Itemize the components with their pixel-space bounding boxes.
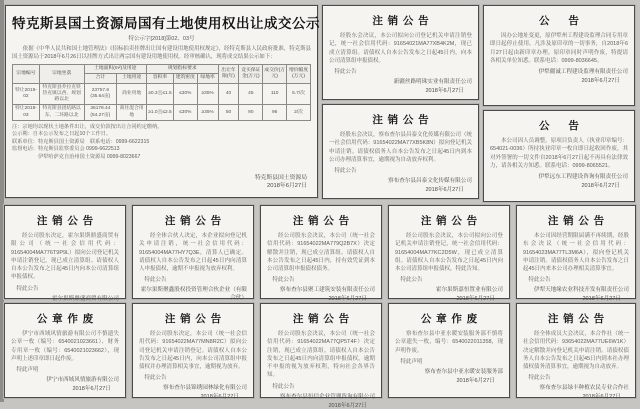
- notice-closing: 特此声明: [400, 358, 423, 365]
- signature-date: 2018年6月27日: [425, 88, 464, 94]
- table-row: [13, 83, 311, 105]
- cell-price: 96: [263, 105, 287, 120]
- cell-area: 23757.6 (35.64亩): [84, 83, 117, 105]
- signer-name: 霍尔果斯聚鑫股权投资管理合伙企业（有限: [140, 287, 247, 294]
- cell-parcel-no: 特让2018-03: [13, 105, 40, 120]
- signer-name: 察布查尔县锦绣园林绿化有限公司: [163, 385, 247, 392]
- col-far: 容积率: [147, 74, 174, 83]
- notice-cancellation-1: [322, 5, 479, 100]
- land-notice-notes: [12, 124, 311, 162]
- cell-deposit: 45: [239, 83, 263, 105]
- cell-green: ≥35%: [197, 83, 218, 105]
- col-term: 出让年限(年): [218, 65, 239, 83]
- col-area-group: 土地面积(m²)及用途: [84, 65, 147, 74]
- cell-term: 50: [218, 105, 239, 120]
- cell-term: 40: [218, 83, 239, 105]
- col-price: 成交价(万元): [263, 65, 287, 83]
- cell-price: 110: [263, 83, 287, 105]
- notice-title: 公章作废: [36, 313, 98, 325]
- notice-title: 注销公告: [164, 313, 226, 325]
- signature-date: 2018年6月27日: [200, 394, 239, 401]
- signer-name: 察布查尔县昌泰文化传媒有限公司: [388, 178, 472, 184]
- notice-seal-invalidation-2: [388, 303, 510, 398]
- notice-title: 注销公告: [547, 313, 609, 325]
- signature-date: 2018年6月27日: [456, 377, 495, 384]
- cell-location: 特克斯县乔拉克铁热克镇以西、规划路以北: [39, 83, 84, 105]
- signer-name: 察布查尔县恒信企业管理咨询有限公司: [279, 393, 375, 400]
- signer-name: 霍尔果斯鼎盛商贸有限公司: [51, 295, 119, 302]
- signature-date: 2018年6月27日: [582, 394, 621, 401]
- cell-far: ≥1.0且≤2.5: [147, 105, 174, 120]
- signature-date: 2018年6月27日: [328, 296, 367, 303]
- notice-body: 经公司股东会决议，本公司（统一社会信用代码：91654022MA77QP5T4F）决定注销，现已成立清算组。请债权人自本公告发布之日起45日内向清算组申报债权，逾期不申报的视为放弃权利，特向社会各界告知。: [267, 331, 375, 379]
- note-line: 公示期：自本公示发布之日起10个工作日。: [12, 131, 112, 138]
- note-line: 监督电话：特克斯县监察委员会 0999-6622513: [12, 146, 120, 153]
- cell-density: ≤30%: [173, 105, 197, 120]
- cell-use: 商住混合用地: [117, 105, 147, 120]
- notice-title: 注销公告: [164, 215, 226, 227]
- signer-name: 霍尔果斯嘉恒置业有限公司: [435, 287, 503, 294]
- notice-body: 察布查尔县中亚水暖安装服务部不慎将公章遗失一枚，编号：6540022011358，现声明作废。: [395, 331, 503, 354]
- signature-date: 2018年6月27日: [581, 78, 620, 84]
- notice-closing: 特此声明: [16, 367, 39, 373]
- signer-name: 察布查尔县中亚水暖安装服务部: [424, 368, 503, 375]
- signature-date: 2018年6月27日: [582, 296, 621, 303]
- notice-body: 本公司因人员调整，原项目负责人（执业印章编号：654021-0036）所持执业印章一枚自即日起收回作废，其对外签署的一切文件自2018年6月27日起不再具有法律效力，请各相关方知悉。联系电话：0999-8065521。: [490, 138, 628, 169]
- col-increment: 增价幅度(万元): [287, 65, 311, 83]
- notice-cancellation-2: [322, 104, 479, 199]
- col-area-total: 合计: [84, 74, 117, 83]
- cell-parcel-no: 特让2018-02: [13, 83, 40, 105]
- signer-name: 特克斯县国土资源局: [254, 174, 307, 181]
- note-line: 伊犁哈萨克自治州国土资源局 0999-8023667: [38, 153, 141, 160]
- notice-cancellation-4: [132, 205, 254, 302]
- notice-closing: 特此公告: [144, 277, 167, 284]
- notice-cancellation-8: [132, 303, 254, 401]
- cell-density: ≤30%: [173, 83, 197, 105]
- notice-body: 经股东会决议，本公司拟向公司登记机关申请注销登记，统一社会信用代码：91654021MA77XB4K2M，现已成立清算组。请债权人自本公告发布之日起45日内，向本公司清算组申报债权。: [329, 33, 472, 64]
- cell-increment: 5.7/次: [287, 83, 311, 105]
- notice-body: 经全体合伙人决定，本企业拟向登记机关申请注销，统一社会信用代码：91654004MA77HY7Q3E，清算人已确定。请债权人自本公告发布之日起45日内向清算人申报债权，逾期不申报视为放弃权利。: [139, 233, 247, 272]
- signature-date: 2018年6月27日: [581, 183, 620, 189]
- notice-body: 本公司因经营期限届满不再续期，经股东会决议（统一社会信用代码：91654023MA77TL3M6A），拟向登记机关申请注销。请债权债务人自本公告发布之日起45日内来本公司办理相关清算事宜。: [523, 233, 629, 272]
- cell-deposit: 90: [239, 105, 263, 120]
- land-transaction-notice: [5, 5, 318, 198]
- notice-cancellation-3: [4, 205, 126, 302]
- notice-title: 公告: [539, 120, 598, 132]
- col-land-use: 土地用途: [117, 74, 147, 83]
- notice-title: 注销公告: [547, 215, 609, 227]
- notice-closing: 特此公告: [528, 375, 551, 382]
- notice-title: 注销公告: [420, 215, 482, 227]
- notice-cancellation-9: [260, 303, 382, 409]
- notice-announcement-2: [483, 110, 635, 202]
- notice-body: 经公司股东决定，霍尔果斯鼎盛商贸有限公司（统一社会信用代码：91654004MA776T9P9L）拟向公司登记机关申请注销登记，现已成立清算组。请债权人自本公告发布之日起45日内向本公司清算组申报债权。: [11, 233, 119, 281]
- notice-cancellation-5: [260, 205, 382, 303]
- signer-name: 伊宁市西域风情旅游有限公司: [46, 377, 119, 383]
- col-green: 绿地率: [197, 74, 218, 83]
- land-notice-doc-number: 特公示字[2018]第02、03号: [128, 36, 195, 42]
- signature-date: 2018年6月27日: [328, 402, 367, 409]
- land-notice-title: 特克斯县国土资源局国有土地使用权出让成交公示: [12, 16, 320, 31]
- notice-title: 注销公告: [292, 313, 354, 325]
- notice-closing: 特此公告: [272, 277, 295, 284]
- col-location: 宗地坐落: [39, 65, 84, 83]
- note-line: 联系单位：特克斯县国土资源局 联系电话：0999-6622315: [12, 138, 150, 145]
- cell-far: ≥0.3且≤1.5: [147, 83, 174, 105]
- land-parcel-table: [12, 64, 311, 121]
- col-parcel-no: 宗地编号: [13, 65, 40, 83]
- notice-announcement-1: [483, 5, 635, 106]
- notice-closing: 特此公告: [144, 375, 167, 382]
- notice-body: 经股东会决议，察布查尔县昌泰文化传媒有限公司（统一社会信用代码：91654022MA77XB5K8N）拟向登记机关申请注销。请债权债务人自本公告发布之日起45日内到本公司办理清算事宜，逾期视为自动放弃权利。: [329, 132, 473, 163]
- notice-title: 注销公告: [372, 15, 434, 27]
- cell-location: 特克斯县团结路以东、二环路以北: [39, 105, 84, 120]
- land-notice-intro: 依据《中华人民共和国土地管理法》《招标拍卖挂牌出让国有建设用地使用权规定》，经特克斯县人民政府批准，特克斯县国土资源局于2018年6月26日以挂牌方式出让两宗国有建设用地使用权。经审核确认，现将成交结果公示如下：: [12, 46, 311, 61]
- notice-body: 经公司股东决定，本公司（统一社会信用代码：91654022MA77MN8R2C）拟向公司登记机关申请注销登记。请债权人自本公告发布之日起45日内，向本公司清算组申报债权并办理清算相关事宜，逾期视为放弃。: [139, 331, 247, 370]
- signer-name: 察布查尔县聚工建筑安装有限责任公司: [279, 287, 375, 294]
- notice-title: 注销公告: [292, 215, 354, 227]
- signature-date: 2018年6月27日: [72, 386, 111, 392]
- col-density: 建筑密度: [173, 74, 197, 83]
- signer-name: 察布查尔县绿丰种植农民专业合作社: [539, 385, 629, 392]
- signature-date: 2018年6月27日: [456, 296, 495, 303]
- table-row: [13, 105, 311, 120]
- note-line: 注：宗地均以现状土地条件出让，成交价款按出让合同约定缴纳。: [12, 123, 163, 130]
- notice-title: 注销公告: [372, 114, 434, 126]
- notice-body: 经公司股东会决议，本公司拟向公司登记机关申请注销登记，统一社会信用代码：91654004MA77KC2D5W，现已成立清算组。请债权人自本公告发布之日起45日内向本公司清算组申报债权，特此告知。: [395, 233, 503, 272]
- notice-title: 注销公告: [36, 215, 98, 227]
- cell-use: 商业用地: [117, 83, 147, 105]
- cell-green: ≥35%: [197, 105, 218, 120]
- col-deposit: 竞买保证金(万元): [239, 65, 263, 83]
- notice-body: 经全体成员大会决议，本合作社（统一社会信用代码：93654022MA77UE6W1K）决定解散并向登记机关申请注销。请债权债务人自本公告发布之日起45日内到本社办理债权债务清算事宜，逾期视为自动放弃。: [523, 331, 629, 370]
- signer-name: 伊犁疆诚工程建设监理有限责任公司: [538, 69, 628, 75]
- notice-closing: 特此公告: [272, 383, 295, 390]
- notice-cancellation-6: [388, 205, 510, 303]
- notice-cancellation-7: [516, 205, 636, 303]
- notice-closing: 特此公告: [334, 168, 357, 174]
- cell-increment: 2/次: [287, 105, 311, 120]
- signature-date: 2018年6月27日: [267, 183, 307, 190]
- signature-date: 2018年6月27日: [425, 187, 464, 193]
- land-notice-signature: [255, 174, 307, 191]
- notice-body: 因办公地址变更，原伊犁州工程建设监理合同专用章即日起停止使用。凡涉及原印章的一切事务，自2018年6月27日起由新印章办理，原印章同时声明作废，特提请各相关单位知悉。联系电话：0999-8036645。: [490, 33, 628, 64]
- notice-closing: 特此公告: [528, 277, 551, 284]
- signer-name: 伊犁远东工程建设咨询有限责任公司: [538, 174, 628, 180]
- notice-closing: 特此公告: [16, 285, 39, 292]
- notice-title: 公章作废: [420, 313, 482, 325]
- notice-closing: 特此公告: [334, 69, 357, 75]
- signer-name: 新疆丝路明珠实业有限责任公司: [393, 79, 472, 85]
- cell-area: 36178.44 (54.27亩): [84, 105, 117, 120]
- notice-seal-invalidation-1: [4, 303, 126, 398]
- signer-name: 伊犁天地缘农业科技开发有限责任公司: [533, 287, 629, 294]
- notice-body: 伊宁市西域风情旅游有限公司不慎遗失公章一枚（编号：6540021023661）、财务专用章一枚（编号：6540021023662），现声明上述印章即日起作废。: [11, 331, 119, 362]
- notice-cancellation-10: [516, 303, 636, 401]
- notice-title: 公告: [539, 15, 598, 27]
- notice-body: 经公司股东会决议，本公司（统一社会信用代码：91654022MA779Q2B7X）决定解散并注销，现已成立清算组。请债权人自本公告发布之日起45日内，持有效凭证到本公司清算组申报债权债务。: [267, 233, 375, 272]
- notice-closing: 特此公告: [400, 277, 423, 284]
- col-plan-group: 规划指标要求: [147, 65, 219, 74]
- signer-name-line2: 合伙）: [230, 295, 247, 302]
